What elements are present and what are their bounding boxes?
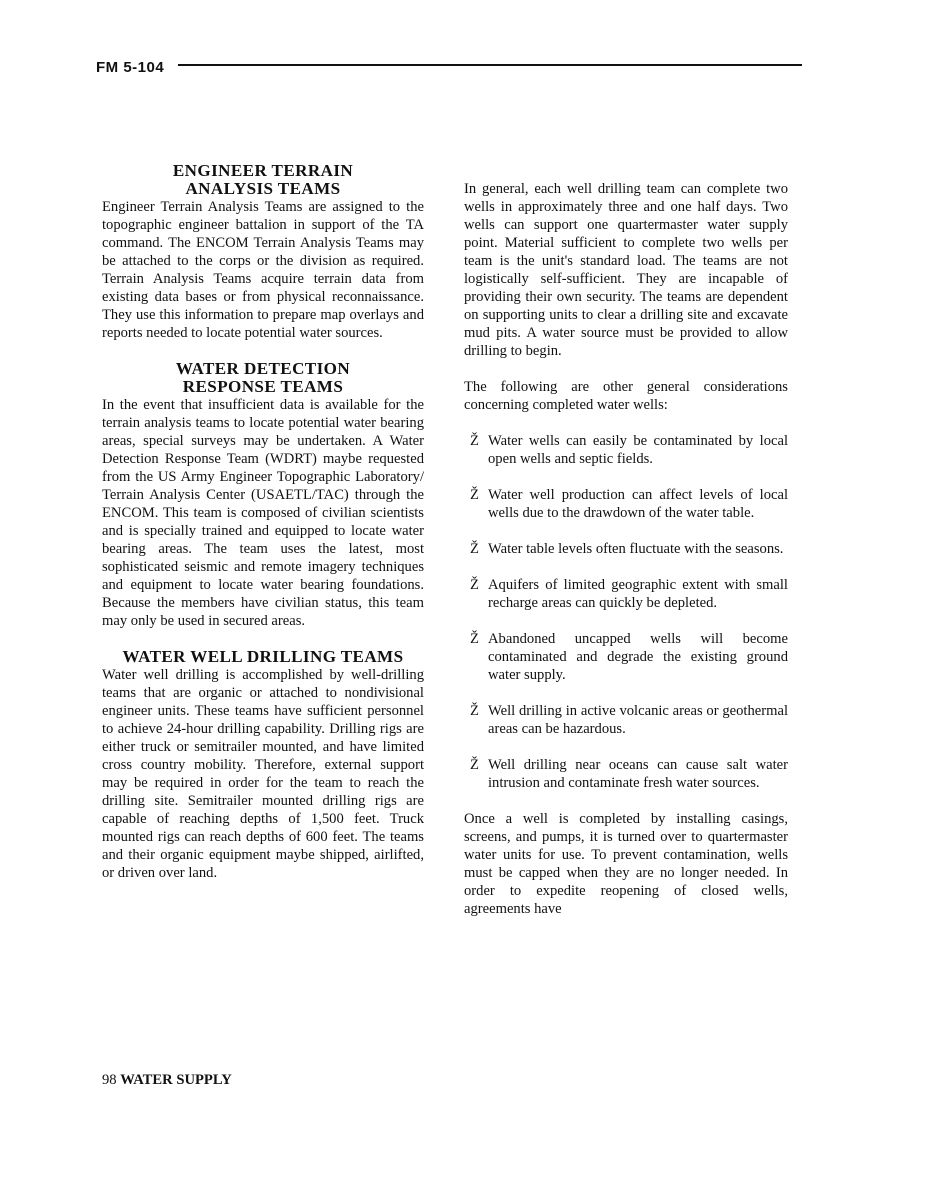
chapter-title: WATER SUPPLY — [120, 1072, 232, 1088]
section-body-terrain: Engineer Terrain Analysis Teams are assigned to the topographic engineer battalion in support of the TA command. The ENCOM Terrain Analysis Teams may be attached to the corps or the division as required. Terrain Analysis Teams acquire terrain data from existing data bases or from physical reconnaissance. They use this information to prepare map overlays and reports needed to locate potential water sources. — [102, 199, 424, 341]
list-item: Ž Aquifers of limited geographic extent with small recharge areas can quickly be depleted. — [470, 577, 788, 611]
section-heading-detection: WATER DETECTION RESPONSE TEAMS — [175, 359, 351, 396]
bullet-icon: Ž — [470, 577, 479, 593]
bullet-icon: Ž — [470, 703, 479, 719]
list-item: Ž Abandoned uncapped wells will become contaminated and degrade the existing ground water supply. — [470, 631, 788, 683]
page-footer — [102, 1072, 232, 1089]
bullet-icon: Ž — [470, 757, 479, 773]
considerations-intro: The following are other general considerations concerning completed water wells: — [464, 379, 788, 413]
bullet-icon: Ž — [470, 541, 479, 557]
well-handover-paragraph: Once a well is completed by installing casings, screens, and pumps, it is turned over to quartermaster water units for use. To prevent contamination, wells must be capped when they are no longer needed. In order to expedite reopening of closed wells, agreements have — [464, 811, 788, 917]
bullet-icon: Ž — [470, 433, 479, 449]
manual-number: FM 5-104 — [96, 59, 165, 76]
list-item: Ž Water well production can affect levels of local wells due to the drawdown of the water table. — [470, 487, 788, 521]
right-column — [464, 162, 788, 918]
section-heading-drilling: WATER WELL DRILLING TEAMS — [122, 647, 404, 666]
page-number: 98 — [102, 1072, 117, 1088]
section-heading-terrain: ENGINEER TERRAIN ANALYSIS TEAMS — [172, 161, 354, 198]
list-item: Ž Water table levels often fluctuate with the seasons. — [470, 541, 784, 557]
list-item: Ž Well drilling in active volcanic areas or geothermal areas can be hazardous. — [470, 703, 788, 737]
header-rule — [178, 64, 802, 66]
page-header — [96, 59, 802, 79]
section-body-detection: In the event that insufficient data is available for the terrain analysis teams to locate potential water bearing areas, special surveys may be undertaken. A Water Detection Response Team (WDRT) maybe requested from the US Army Engineer Topographic Laboratory/ Terrain Analysis Center (USAETL/TAC) through the ENCOM. This team is composed of civilian scientists and is specially trained and equipped to locate water bearing areas. The team uses the latest, most sophisticated seismic and remote imagery techniques and equipment to locate water bearing foundations. Because the members have civilian status, this team may only be used in secured areas. — [102, 397, 424, 629]
bullet-icon: Ž — [470, 487, 479, 503]
drilling-capability-paragraph: In general, each well drilling team can complete two wells in approximately three and one half days. Two wells can support one quartermaster water supply point. Material sufficient to complete two wells per team is the unit's standard load. The teams are not logistically self-sufficient. They are incapable of providing their own security. The teams are dependent on supporting units to clear a drilling site and excavate mud pits. A water source must be provided to allow drilling to begin. — [464, 181, 788, 359]
considerations-list — [464, 432, 788, 792]
left-column — [102, 162, 424, 882]
list-item: Ž Water wells can easily be contaminated by local open wells and septic fields. — [470, 433, 788, 467]
list-item: Ž Well drilling near oceans can cause salt water intrusion and contaminate fresh water sources. — [470, 757, 788, 791]
bullet-icon: Ž — [470, 631, 479, 647]
section-body-drilling: Water well drilling is accomplished by well-drilling teams that are organic or attached to nondivisional engineer units. These teams have sufficient personnel to achieve 24-hour drilling capability. Drilling rigs are either truck or semitrailer mounted, and have limited cross country mobility. Therefore, external support may be required in order for the team to reach the drilling site. Semitrailer mounted drilling rigs are capable of reaching depths of 1,500 feet. Truck mounted rigs can reach depths of 600 feet. The teams and their organic equipment maybe shipped, airlifted, or driven over land. — [102, 667, 424, 881]
